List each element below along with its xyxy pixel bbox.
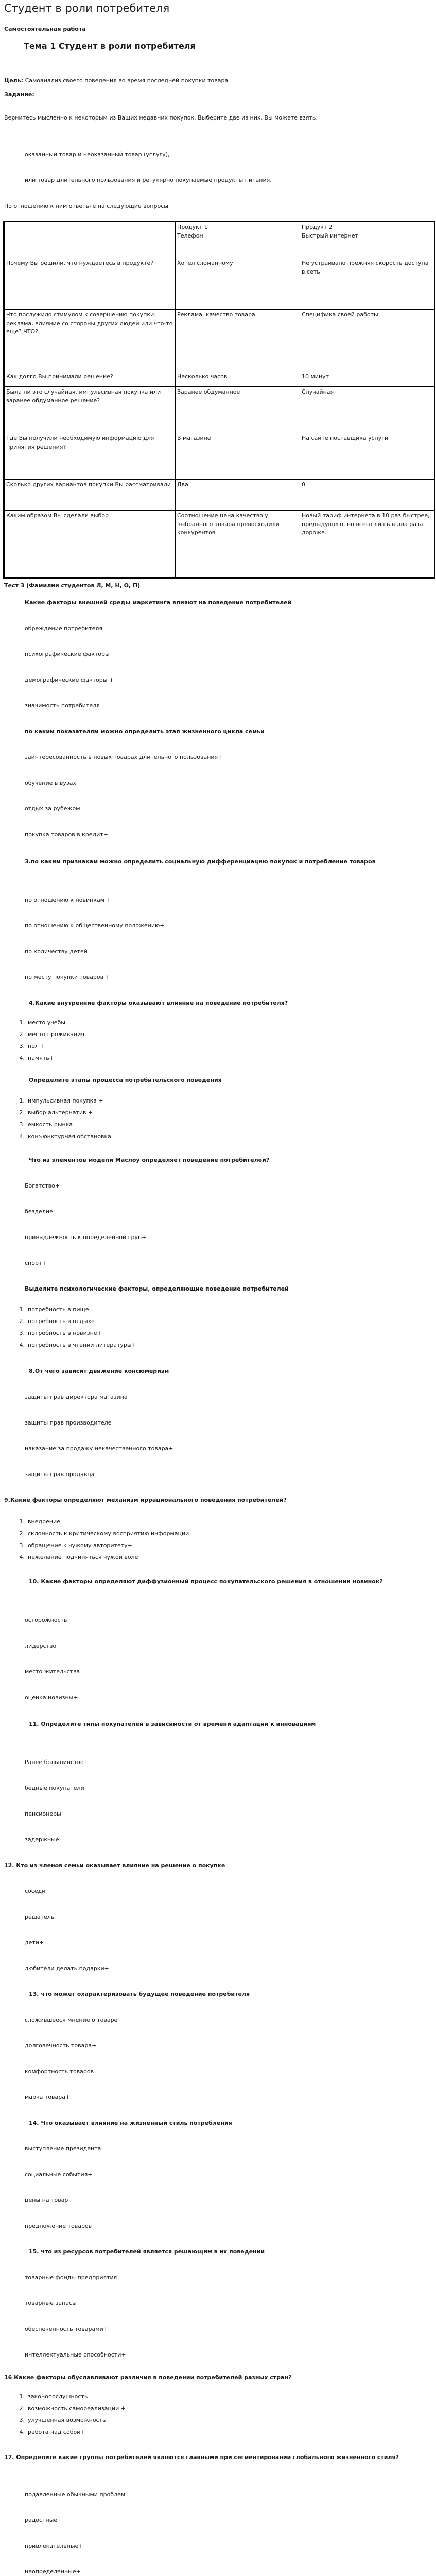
option-number: 2. [19, 1031, 25, 1038]
option-number: 4. [19, 1133, 25, 1140]
goal-label: Цель: [4, 77, 24, 84]
option-text: предложение товаров [25, 2223, 92, 2229]
option-number: 3. [19, 1121, 25, 1128]
answer-option [25, 974, 110, 980]
answer-option [25, 1965, 109, 1972]
answer-option [16, 1055, 54, 1061]
option-text: покупка товаров в кредит+ [25, 831, 108, 838]
question-9: 9.Какие факторы определяют механизм иррационального поведения потребителей? [4, 1497, 287, 1503]
table-cell: Не устраивало прежняя скорость доступа в сеть [300, 258, 435, 310]
answer-option [16, 1031, 84, 1038]
option-text: цены на товар [25, 2197, 68, 2204]
answer-option [25, 1810, 61, 1817]
table-header-row [5, 222, 435, 258]
answer-option [16, 1133, 111, 1140]
option-text: потребность в новизне+ [28, 1330, 102, 1336]
answer-option [25, 1445, 173, 1452]
table-cell: Продукт 1 Телефон [176, 222, 300, 258]
purchase-table [4, 222, 435, 578]
option-text: решатель [25, 1913, 55, 1920]
table-cell [5, 222, 176, 258]
question-17: 17. Определите какие группы потребителей являются главными при сегментировании глобального жизненного стиля? [4, 2454, 399, 2461]
answer-option [25, 896, 111, 903]
table-cell: Новый тариф интернета в 10 раз быстрее, предыдущего, но всего лишь в два раза дороже. [300, 511, 435, 578]
answer-option [25, 754, 222, 760]
answer-option [25, 2543, 83, 2549]
option-text: значимость потребителя [25, 702, 100, 709]
task-text-4: По отношению к ним ответьте на следующие вопросы [4, 202, 168, 209]
table-cell: Почему Вы решили, что нуждаетесь в продукте? [5, 258, 176, 310]
table-cell: Где Вы получили необходимую информацию для принятия решения? [5, 433, 176, 480]
option-number: 1. [19, 1518, 25, 1525]
option-number: 3. [19, 1043, 25, 1049]
answer-option [25, 1617, 67, 1623]
answer-option [25, 625, 102, 632]
answer-option [25, 1939, 44, 1946]
question-5: Определите этапы процесса потребительского поведения [29, 1077, 222, 1083]
option-number: 1. [19, 2393, 25, 2400]
option-text: потребность в отдыхе+ [28, 1318, 100, 1325]
table-row [5, 480, 435, 511]
option-number: 3. [19, 1542, 25, 1549]
option-text: место жительства [25, 1668, 80, 1675]
option-number: 3. [19, 1330, 25, 1336]
option-text: возможность самореализации + [28, 2405, 126, 2412]
option-text: Ранее большинство+ [25, 1759, 89, 1766]
goal-text: Самоанализ своего поведения во время последней покупки товара [23, 77, 229, 84]
option-number: 4. [19, 2429, 25, 2435]
topic-heading: Тема 1 Студент в роли потребителя [24, 41, 196, 51]
table-cell: 0 [300, 480, 435, 511]
task-text-1: Вернитесь мысленно к некоторым из Ваших недавних покупок. Выберите две из них. Вы можете взять: [4, 114, 318, 121]
option-text: выступление президента [25, 2145, 101, 2152]
option-number: 1. [19, 1097, 25, 1104]
test-heading: Тест 3 (Фамилии студентов Л, М, Н, О, П) [4, 582, 141, 589]
option-text: марка товара+ [25, 2094, 71, 2100]
option-text: любители делать подарки+ [25, 1965, 109, 1972]
table-cell: Была ли это случайная, импульсивная покупка или заранее обдуманное решение? [5, 387, 176, 433]
answer-option [25, 1471, 95, 1478]
option-text: неопределенные+ [25, 2568, 81, 2575]
answer-option [25, 1642, 56, 1649]
task-text-2: оказанный товар и неоказанный товар (услугу), [25, 151, 170, 158]
option-text: обреждение потребителя [25, 625, 102, 632]
option-text: импульсивная покупка + [28, 1097, 103, 1104]
table-row [5, 371, 435, 387]
question-13: 13. что может охарактеризовать будущее поведение потребителя [29, 1991, 250, 1997]
table-row [5, 511, 435, 578]
answer-option [25, 2223, 92, 2229]
option-text: обращение к чужому авторитету+ [28, 1542, 132, 1549]
question-10: 10. Какие факторы определяют диффузионный процесс покупательского решения в отношении новинок? [29, 1578, 383, 1585]
answer-option [16, 1306, 89, 1313]
answer-option [25, 779, 76, 786]
table-row [5, 387, 435, 433]
answer-option [25, 1260, 47, 1266]
answer-option [16, 1530, 189, 1537]
option-text: работа над собой+ [28, 2429, 85, 2435]
option-text: Богатство+ [25, 1182, 60, 1189]
answer-option [16, 2405, 126, 2412]
table-cell: Два [176, 480, 300, 511]
option-text: потребность в чтении литературы+ [28, 1342, 136, 1348]
option-text: пенсионеры [25, 1810, 61, 1817]
answer-option [25, 1785, 84, 1791]
answer-option [25, 2171, 92, 2178]
answer-option [25, 2016, 117, 2023]
question-1: Какие факторы внешней среды маркетинга влияют на поведение потребителей [25, 599, 292, 606]
table-cell: Соотношение цена качество у выбранного товара превосходили конкурентов [176, 511, 300, 578]
answer-option [25, 1694, 78, 1701]
answer-option [16, 2417, 106, 2424]
option-number: 2. [19, 1318, 25, 1325]
answer-option [16, 1542, 132, 1549]
option-text: товарные фонды предприятия [25, 2274, 117, 2281]
option-number: 4. [19, 1342, 25, 1348]
answer-option [16, 1330, 102, 1336]
answer-option [25, 2517, 57, 2523]
answer-option [25, 1182, 60, 1189]
answer-option [16, 1318, 99, 1325]
question-2: по каким показателям можно определить этап жизненного цикла семьи [25, 728, 265, 735]
answer-option [16, 2429, 85, 2435]
table-row [5, 433, 435, 480]
option-text: защиты прав продавца [25, 1471, 95, 1478]
answer-option [25, 1208, 53, 1215]
table-cell: Каким образом Вы сделали выбор [5, 511, 176, 578]
question-6: Что из элементов модели Маслоу определяет поведение потребителей? [29, 1157, 270, 1163]
table-cell: На сайте поставщика услуги [300, 433, 435, 480]
question-15: 15. что из ресурсов потребителей является решающим в их поведении [29, 2248, 265, 2255]
document-title: Студент в роли потребителя [4, 2, 170, 14]
table-cell: Заранее обдуманное [176, 387, 300, 433]
option-text: лидерство [25, 1642, 57, 1649]
table-cell: Продукт 2 Быстрый интернет [300, 222, 435, 258]
option-text: пол + [28, 1043, 45, 1049]
option-text: наказание за продажу некачественного товара+ [25, 1445, 173, 1452]
document-subtitle: Самостоятельная работа [4, 26, 86, 32]
answer-option [16, 1121, 73, 1128]
answer-option [25, 2274, 117, 2281]
table-cell: Случайная [300, 387, 435, 433]
answer-option [16, 2393, 88, 2400]
option-text: осторожность [25, 1617, 67, 1623]
table-cell: 10 минут [300, 371, 435, 387]
answer-option [25, 2568, 81, 2575]
option-text: по отношению к новинкам + [25, 896, 111, 903]
option-text: спорт+ [25, 1260, 47, 1266]
option-text: безделие [25, 1208, 53, 1215]
table-row [5, 310, 435, 371]
answer-option [25, 2068, 94, 2075]
goal-line [4, 77, 228, 84]
option-text: склонность к критическому восприятию информации [28, 1530, 189, 1537]
option-text: нежелание подчиняться чужой воле [28, 1554, 138, 1561]
answer-option [16, 1097, 103, 1104]
table-row [5, 258, 435, 310]
option-number: 3. [19, 2417, 25, 2424]
table-cell: Что послужило стимулом к совершению покупки: реклама, влияние со стороны других людей или что-то еще? ЧТО? [5, 310, 176, 371]
option-number: 1. [19, 1306, 25, 1313]
answer-option [25, 922, 165, 929]
option-text: обучение в вузах [25, 779, 76, 786]
option-text: принадлежность к определенной груп+ [25, 1234, 147, 1241]
answer-option [16, 1518, 60, 1525]
option-text: дети+ [25, 1939, 44, 1946]
option-text: место учебы [28, 1019, 65, 1026]
answer-option [16, 1554, 138, 1561]
table-cell: Хотел сломанному [176, 258, 300, 310]
answer-option [16, 1019, 65, 1026]
option-text: емкость рынка [28, 1121, 73, 1128]
answer-option [25, 2042, 96, 2049]
question-7: Выделите психологические факторы, определяющие поведение потребителей [25, 1285, 289, 1292]
option-text: сложившееся мнение о товаре [25, 2016, 118, 2023]
option-text: демографические факторы + [25, 676, 114, 683]
option-text: радостные [25, 2517, 58, 2523]
answer-option [25, 1836, 59, 1843]
option-text: защиты прав директора магазина [25, 1394, 128, 1400]
question-8: 8.От чего зависит движение консюмеризм [29, 1368, 169, 1375]
option-number: 1. [19, 1019, 25, 1026]
option-text: конъюнктурная обстановка [28, 1133, 111, 1140]
option-text: привлекательные+ [25, 2543, 83, 2549]
question-14: 14. Что оказывает влияние на жизненный стиль потребления [29, 2120, 232, 2126]
task-text-3: или товар длительного пользования и регулярно покупаемые продукты питания. [25, 177, 272, 183]
answer-option [25, 1913, 54, 1920]
option-number: 2. [19, 1530, 25, 1537]
question-11: 11. Определите типы покупателей в зависимости от времени адаптации к инновациям [29, 1721, 316, 1727]
option-text: заинтересованность в новых товарах длительного пользования+ [25, 754, 223, 760]
option-text: улучшенная возможность [28, 2417, 106, 2424]
answer-option [25, 1394, 128, 1400]
option-text: выбор альтернатив + [28, 1109, 93, 1116]
option-text: потребность в пище [28, 1306, 89, 1313]
answer-option [16, 1109, 93, 1116]
option-text: оценка новизны+ [25, 1694, 78, 1701]
answer-option [25, 1419, 111, 1426]
answer-option [25, 702, 100, 709]
option-text: по отношению к общественному положению+ [25, 922, 165, 929]
table-cell: Реклама, качество товара [176, 310, 300, 371]
option-text: по количеству детей [25, 948, 88, 955]
option-text: соседи [25, 1888, 46, 1894]
answer-option [25, 1888, 45, 1894]
answer-option [16, 1043, 45, 1049]
answer-option [25, 831, 108, 838]
task-label: Задание: [4, 91, 34, 98]
option-text: защиты прав производителе [25, 1419, 112, 1426]
answer-option [25, 2145, 101, 2152]
table-cell: Специфика своей работы [300, 310, 435, 371]
answer-option [25, 2197, 68, 2204]
option-text: задержные [25, 1836, 59, 1843]
answer-option [25, 2491, 125, 2498]
table-cell: Сколько других вариантов покупки Вы рассматривали [5, 480, 176, 511]
option-text: законопослушность [28, 2393, 88, 2400]
answer-option [25, 651, 110, 657]
option-number: 4. [19, 1554, 25, 1561]
answer-option [25, 2094, 70, 2100]
question-12: 12. Кто из членов семьи оказывает влияние на решение о покупке [4, 1862, 225, 1869]
question-4: 4.Какие внутренние факторы оказывают влияние на поведение потребителя? [29, 999, 288, 1006]
option-text: внедрение [28, 1518, 60, 1525]
answer-option [25, 2300, 77, 2307]
answer-option [16, 1342, 136, 1348]
table-cell: Несколько часов [176, 371, 300, 387]
question-16: 16 Какие факторы обуславливают различия в поведении потребителей разных стран? [4, 2374, 292, 2381]
answer-option [25, 1759, 89, 1766]
option-text: психографические факторы [25, 651, 110, 657]
option-text: по месту покупки товаров + [25, 974, 110, 980]
table-cell: Как долго Вы принимали решение? [5, 371, 176, 387]
answer-option [25, 1234, 146, 1241]
option-number: 2. [19, 2405, 25, 2412]
option-text: комфортность товаров [25, 2068, 94, 2075]
option-text: долговечность товара+ [25, 2042, 97, 2049]
table-cell: В магазине [176, 433, 300, 480]
question-3: 3.по каким признакам можно определить социальную дифференциацию покупок и потребление товаров [25, 858, 376, 865]
answer-option [25, 948, 88, 955]
option-text: товарные запасы [25, 2300, 77, 2307]
answer-option [25, 1668, 80, 1675]
option-text: отдых за рубежом [25, 805, 80, 812]
option-number: 4. [19, 1055, 25, 1061]
option-text: социальные события+ [25, 2171, 93, 2178]
option-number: 2. [19, 1109, 25, 1116]
option-text: бедные покупатели [25, 1785, 84, 1791]
option-text: память+ [28, 1055, 54, 1061]
answer-option [25, 2326, 108, 2332]
option-text: место проживания [28, 1031, 84, 1038]
answer-option [25, 2351, 126, 2358]
answer-option [25, 805, 80, 812]
option-text: подавленные обычными проблем [25, 2491, 126, 2498]
option-text: интеллектуальные способности+ [25, 2351, 126, 2358]
option-text: обеспеченность товарами+ [25, 2326, 108, 2332]
answer-option [25, 676, 114, 683]
